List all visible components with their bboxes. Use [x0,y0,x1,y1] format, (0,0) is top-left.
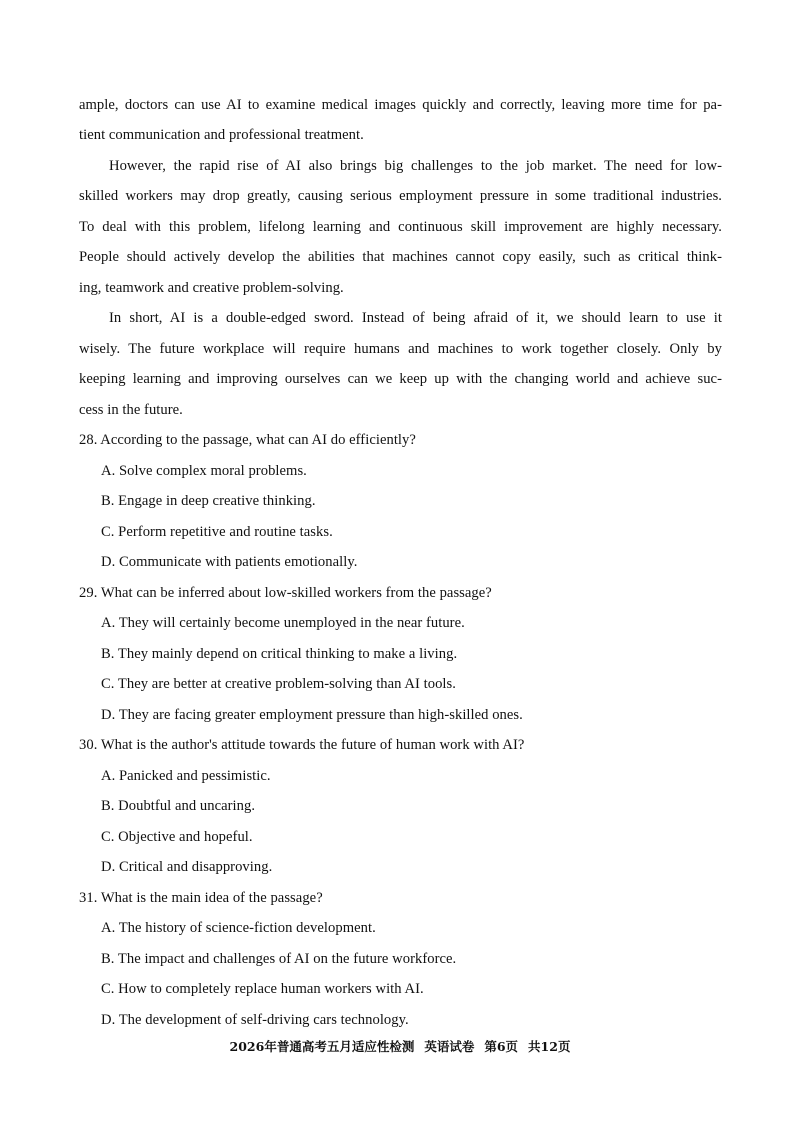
subject-label: 英语试卷 [424,1039,475,1054]
question-stem: 31. What is the main idea of the passage? [79,890,323,906]
answer-option: A. They will certainly become unemployed in the near future. [101,615,465,631]
answer-option: C. Objective and hopeful. [101,829,253,845]
answer-option: A. The history of science-fiction development. [101,920,376,936]
answer-option: D. The development of self-driving cars technology. [101,1012,409,1028]
passage-line: tient communication and professional treatment. [79,127,364,143]
question-stem: 29. What can be inferred about low-skilled workers from the passage? [79,585,492,601]
passage-line: However, the rapid rise of AI also brings big challenges to the job market. The need for low- [109,158,722,174]
question-stem: 30. What is the author's attitude towards the future of human work with AI? [79,737,525,753]
question-stem: 28. According to the passage, what can AI do efficiently? [79,432,416,448]
answer-option: C. They are better at creative problem-solving than AI tools. [101,676,456,692]
page-footer [0,1038,800,1056]
exam-title: 2026年普通高考五月适应性检测 [229,1039,415,1054]
answer-option: C. How to completely replace human workers with AI. [101,981,424,997]
passage-line: keeping learning and improving ourselves can we keep up with the changing world and achieve suc- [79,371,722,387]
passage-line: ample, doctors can use AI to examine medical images quickly and correctly, leaving more time for pa- [79,97,722,113]
passage-line: In short, AI is a double-edged sword. Instead of being afraid of it, we should learn to use it [109,310,722,326]
passage-line: ing, teamwork and creative problem-solving. [79,280,344,296]
answer-option: B. Doubtful and uncaring. [101,798,256,814]
answer-option: D. Critical and disapproving. [101,859,273,875]
passage-line: skilled workers may drop greatly, causing serious employment pressure in some traditional industries. [79,188,722,204]
answer-option: A. Solve complex moral problems. [101,463,307,479]
passage-line: To deal with this problem, lifelong learning and continuous skill improvement are highly necessary. [79,219,722,235]
answer-option: B. The impact and challenges of AI on the future workforce. [101,951,457,967]
page-number: 第6页 [484,1039,519,1054]
answer-option: B. Engage in deep creative thinking. [101,493,316,509]
answer-option: C. Perform repetitive and routine tasks. [101,524,333,540]
passage-line: cess in the future. [79,402,183,418]
answer-option: D. Communicate with patients emotionally. [101,554,358,570]
passage-line: People should actively develop the abilities that machines cannot copy easily, such as critical think- [79,249,722,265]
answer-option: B. They mainly depend on critical thinking to make a living. [101,646,458,662]
answer-option: D. They are facing greater employment pressure than high-skilled ones. [101,707,523,723]
page-total: 共12页 [528,1039,571,1054]
passage-line: wisely. The future workplace will require humans and machines to work together closely. Only by [79,341,722,357]
answer-option: A. Panicked and pessimistic. [101,768,271,784]
